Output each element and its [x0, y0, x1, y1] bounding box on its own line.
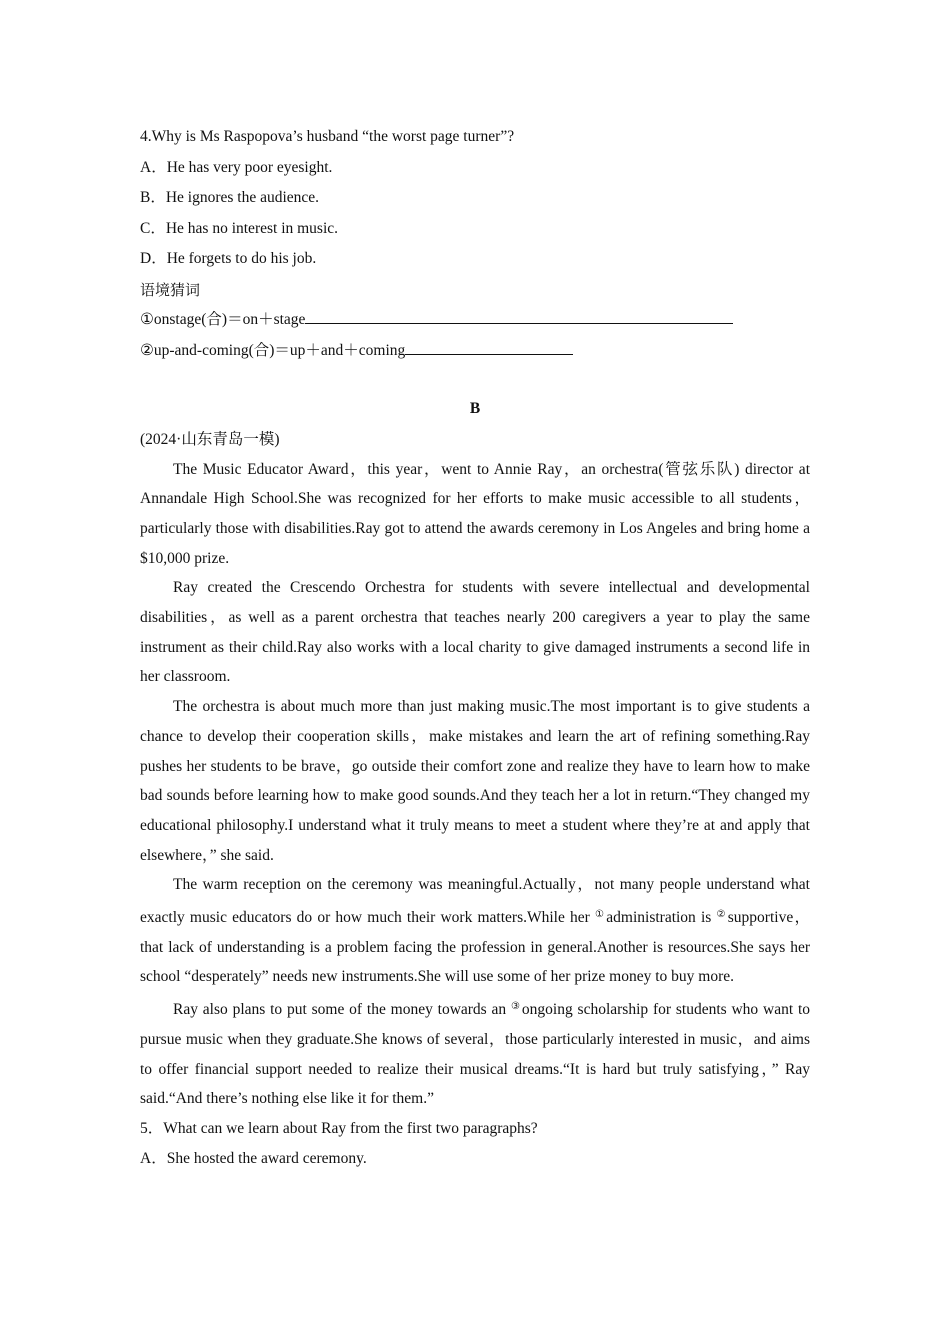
annotation-mark-3: ③ [511, 1001, 521, 1013]
question-4-option-c: C．He has no interest in music. [140, 219, 339, 237]
passage-paragraph-2: Ray created the Crescendo Orchestra for students with severe intellectual and developmental disabilities，as well as a parent orchestra that teaches nearly 200 caregivers a year to play the same instrument as their child.Ray also works with a local charity to give damaged instruments a second life in her classroom. [140, 579, 810, 686]
question-4-option-a: A．He has very poor eyesight. [140, 158, 333, 176]
question-4-option-b: B．He ignores the audience. [140, 189, 320, 206]
vocab-item-1-text: ①onstage(合)＝on＋stage [140, 311, 306, 328]
paragraph-4-text-b: administration is [606, 909, 717, 927]
document-page [140, 122, 810, 1175]
passage-paragraph-3: The orchestra is about much more than just making music.The most important is to give students a chance to develop their cooperation skills，make mistakes and learn the art of refining something.Ray pushes her students to be brave，go outside their comfort zone and realize they have to learn how to make bad sounds before learning how to make good sounds.And they teach her a lot in return.“They changed my educational philosophy.I understand what it truly means to meet a student where they’re at and apply that elsewhere，” she said. [140, 698, 810, 864]
passage-source: (2024·山东青岛一模) [140, 430, 280, 448]
passage-paragraph-5 [140, 992, 810, 1114]
annotation-mark-1: ① [595, 909, 606, 921]
passage-paragraph-4 [140, 870, 810, 992]
vocab-heading: 语境猜词 [140, 280, 201, 299]
question-5-stem: 5．What can we learn about Ray from the first two paragraphs? [140, 1119, 538, 1137]
paragraph-4-text-a: The warm reception on the ceremony was meaningful.Actually，not many people understand what exactly music educators do or how much their work matters.While her [140, 876, 810, 927]
annotation-mark-2: ② [716, 909, 727, 921]
question-4-stem: 4.Why is Ms Raspopova’s husband “the worst page turner”? [140, 128, 515, 145]
answer-blank-1[interactable] [305, 322, 733, 324]
vocab-item-2 [140, 336, 810, 367]
paragraph-4-text-c: supportive，that lack of understanding is a problem facing the profession in general.Another is resources.She says her school “desperately” needs new instruments.She will use some of her prize money to buy more. [140, 909, 810, 986]
vocab-item-2-text: ②up-and-coming(合)＝up＋and＋coming [140, 341, 406, 359]
passage-paragraph-1: The Music Educator Award，this year，went to Annie Ray，an orchestra(管弦乐队) director at Annandale High School.She was recognized for her efforts to make music accessible to all students，particularly those with disabilities.Ray got to attend the awards ceremony in Los Angeles and bring home a $10,000 prize. [140, 460, 810, 567]
vocab-item-1 [140, 305, 810, 336]
passage-title: B [469, 400, 481, 417]
paragraph-5-text-a: Ray also plans to put some of the money towards an [173, 1001, 511, 1019]
question-4-option-d: D．He forgets to do his job. [140, 250, 317, 267]
question-5-option-a: A．She hosted the award ceremony. [140, 1150, 367, 1168]
answer-blank-2[interactable] [405, 353, 573, 355]
paragraph-5-text-b: ongoing scholarship for students who want to pursue music when they graduate.She knows of several，those particularly interested in music，and aims to offer financial support needed to realize their musical dreams.“It is hard but truly satisfying，” Ray said.“And there’s nothing else like it for them.” [140, 1001, 811, 1108]
